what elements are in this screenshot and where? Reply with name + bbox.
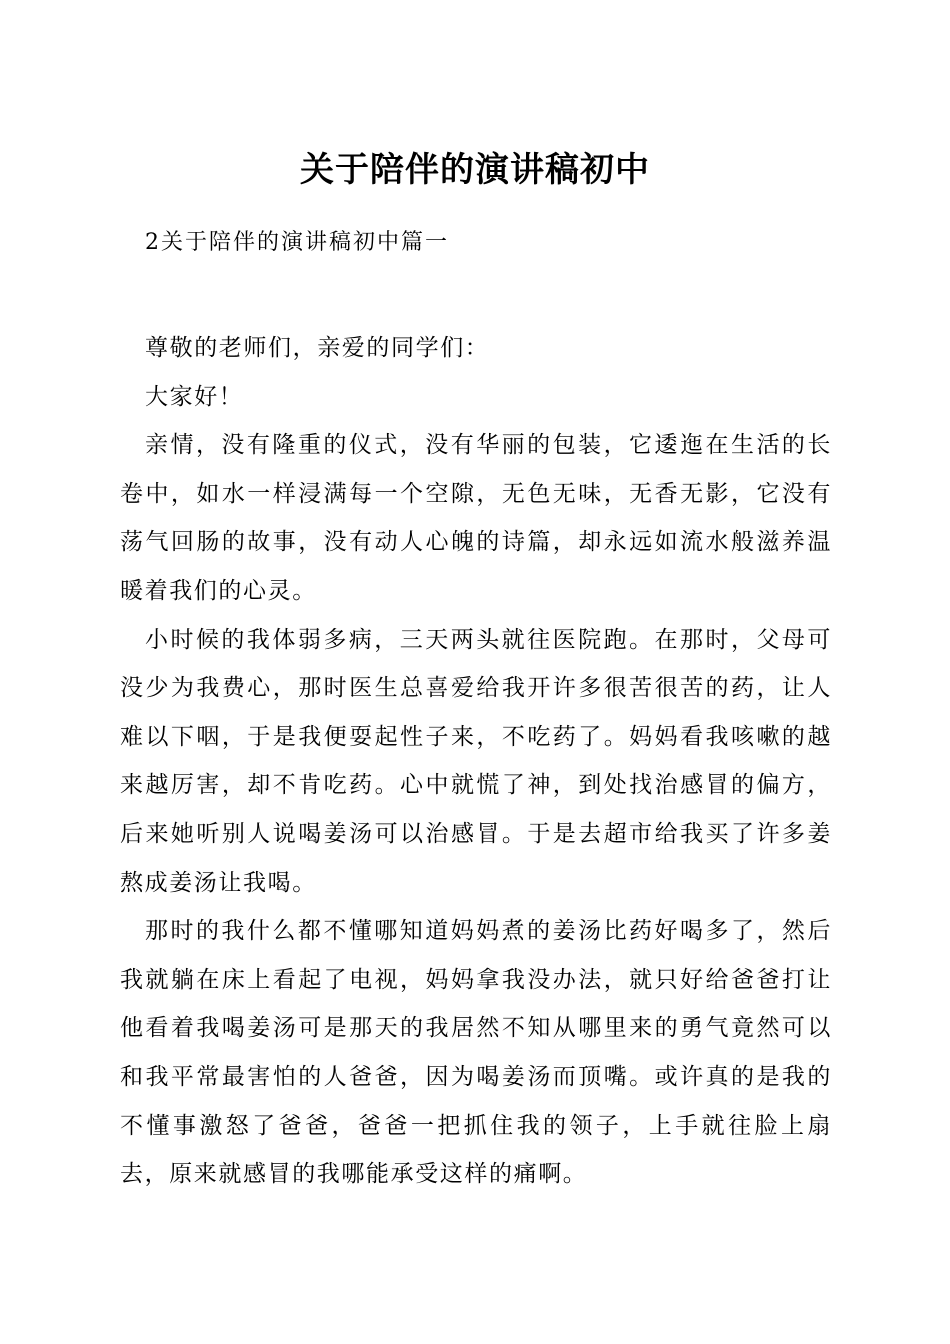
paragraph-childhood-illness: 小时候的我体弱多病，三天两头就往医院跑。在那时，父母可没少为我费心，那时医生总喜爱给我开许多很苦很苦的药，让人难以下咽，于是我便耍起性子来，不吃药了。妈妈看我咳嗽的越来越厉害，却不肯吃药。心中就慌了神，到处找治感冒的偏方，后来她听别人说喝姜汤可以治感冒。于是去超市给我买了许多姜熬成姜汤让我喝。 bbox=[120, 626, 832, 896]
speech-body bbox=[120, 324, 832, 1199]
paragraph-ginger-soup: 那时的我什么都不懂哪知道妈妈煮的姜汤比药好喝多了，然后我就躺在床上看起了电视，妈妈拿我没办法，就只好给爸爸打让他看着我喝姜汤可是那天的我居然不知从哪里来的勇气竟然可以和我平常最害怕的人爸爸，因为喝姜汤而顶嘴。或许真的是我的不懂事激怒了爸爸，爸爸一把抓住我的领子，上手就往脸上扇去，原来就感冒的我哪能承受这样的痛啊。 bbox=[120, 918, 832, 1188]
paragraph-family-love: 亲情，没有隆重的仪式，没有华丽的包装，它逶迤在生活的长卷中，如水一样浸满每一个空隙，无色无味，无香无影，它没有荡气回肠的故事，没有动人心魄的诗篇，却永远如流水般滋养温暖着我们的心灵。 bbox=[120, 432, 832, 604]
page-title: 关于陪伴的演讲稿初中 bbox=[300, 150, 650, 190]
greeting-line: 尊敬的老师们，亲爱的同学们： bbox=[145, 335, 490, 361]
hello-line: 大家好！ bbox=[145, 383, 244, 410]
section-subtitle: 2关于陪伴的演讲稿初中篇一 bbox=[145, 230, 449, 255]
